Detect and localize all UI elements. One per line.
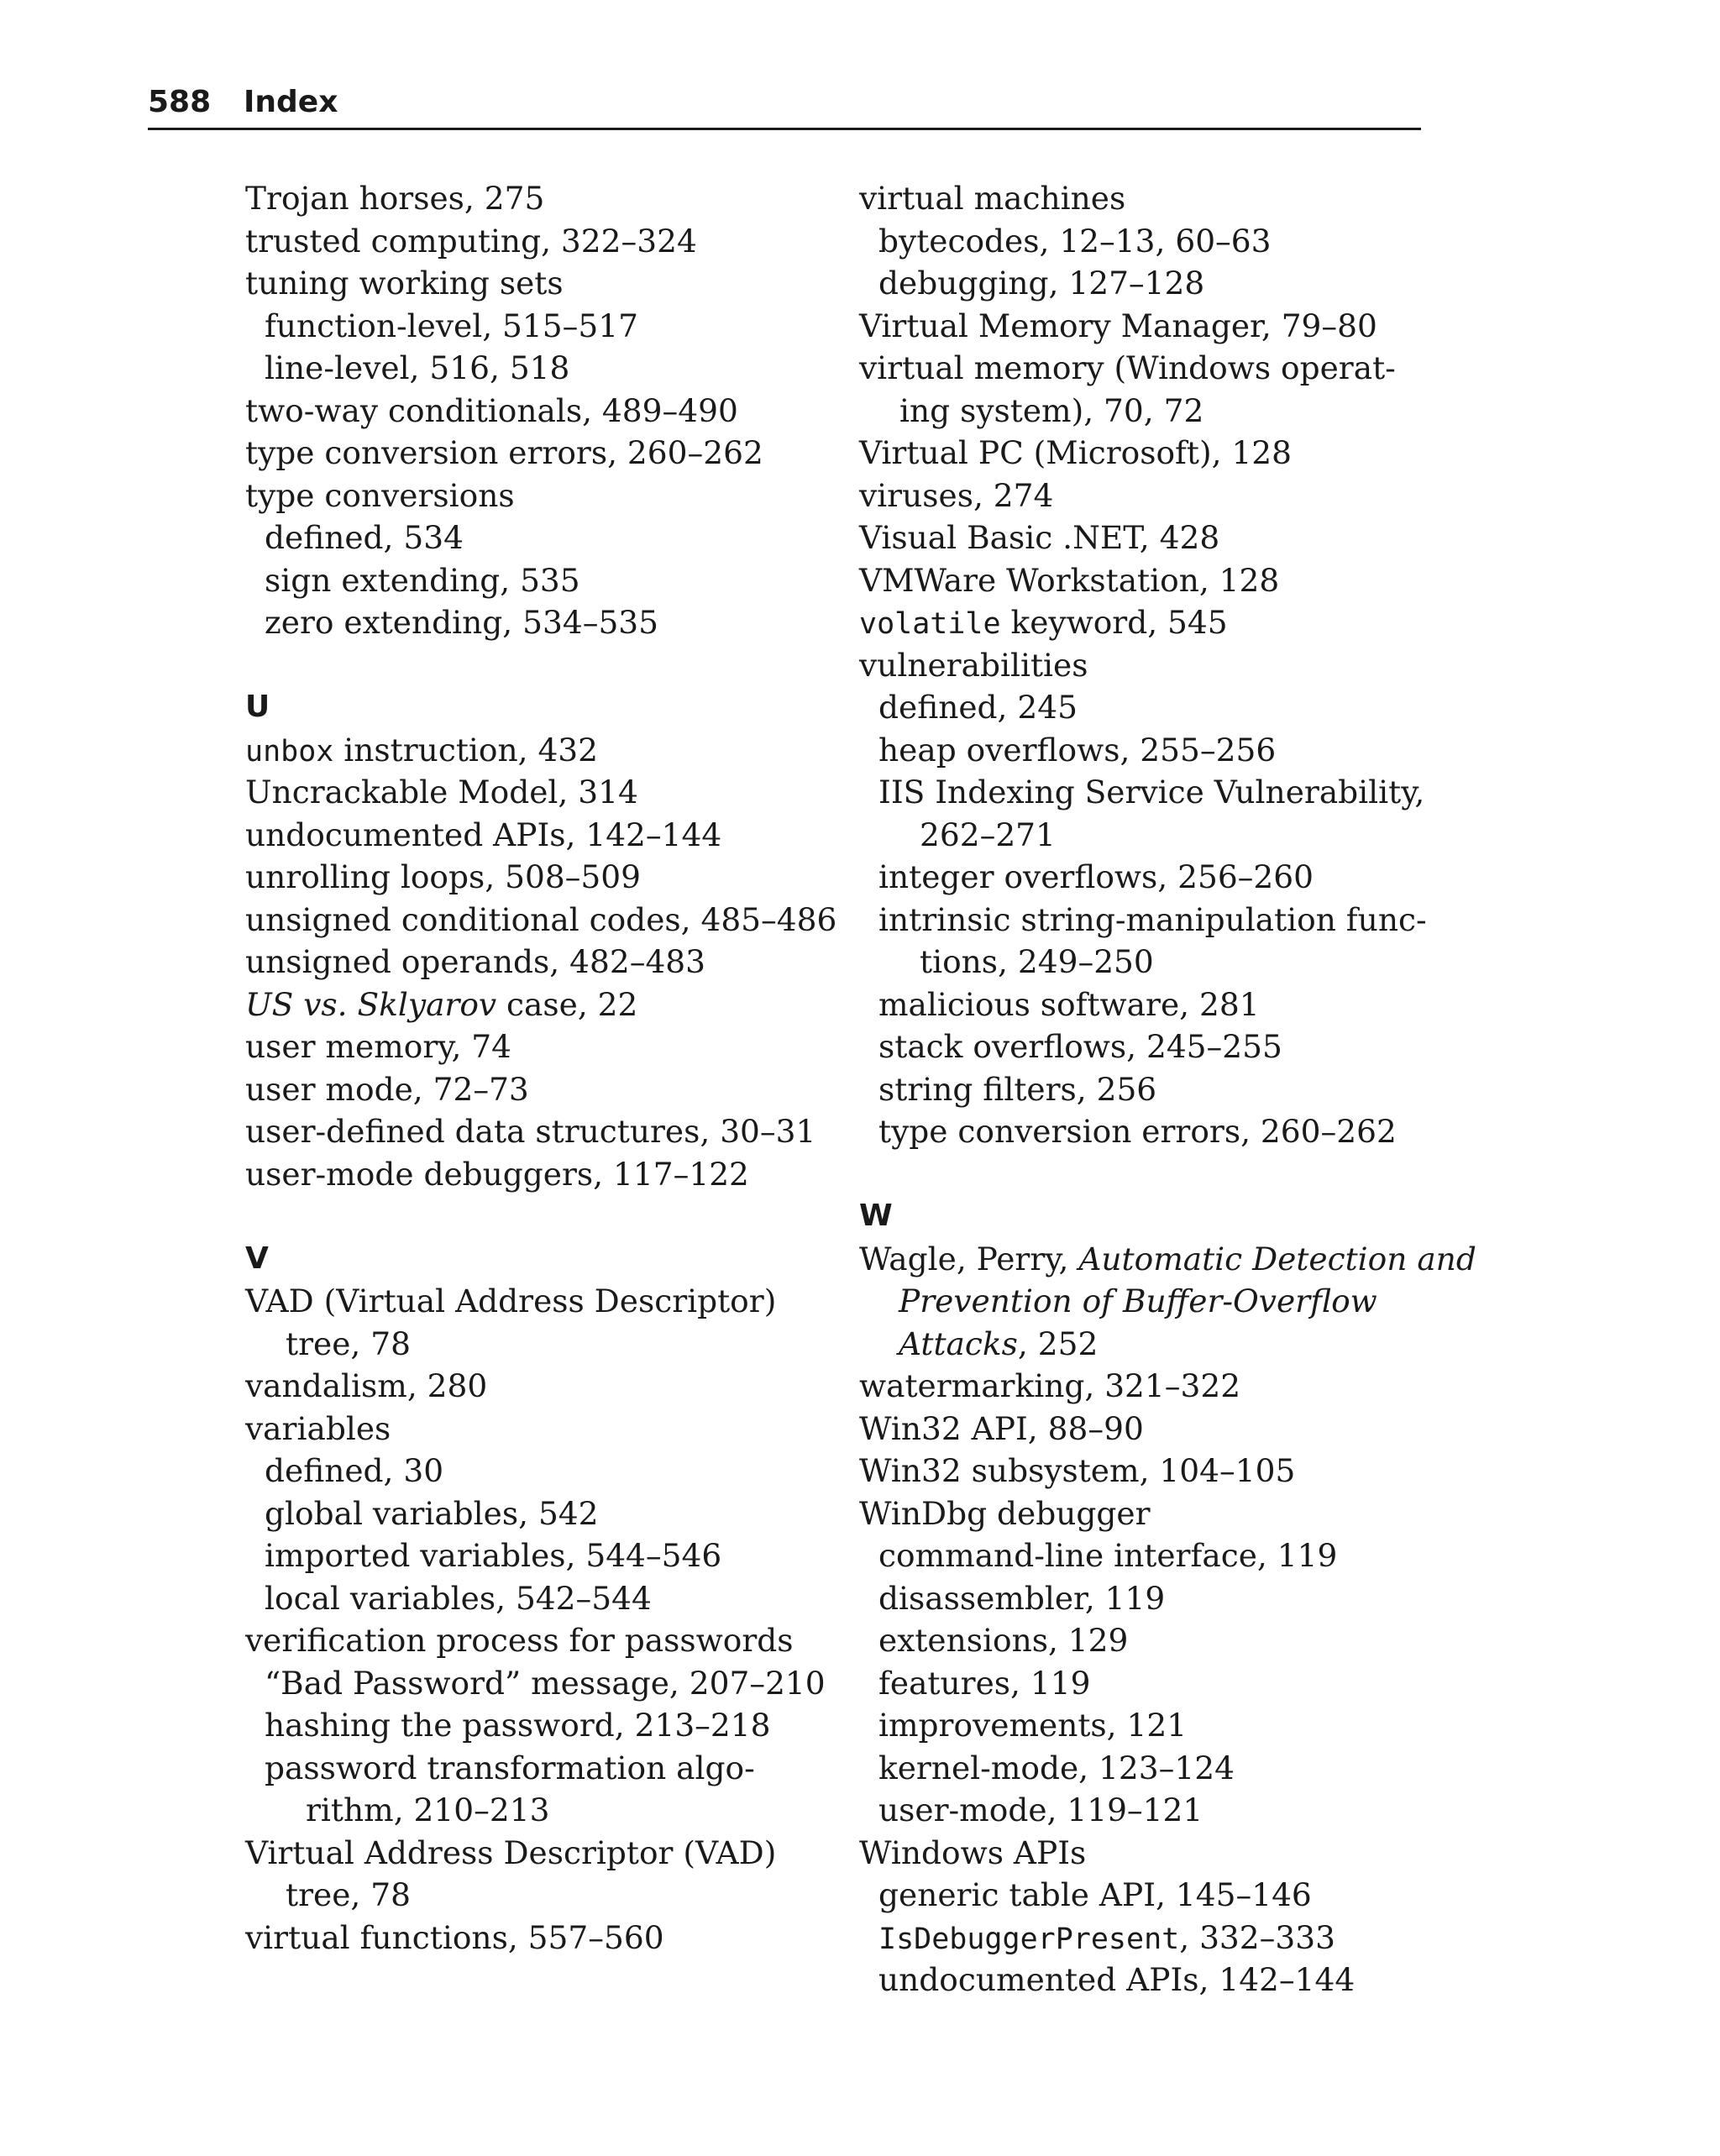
index-entry: user memory, 74 xyxy=(245,1028,512,1065)
index-entry: unsigned operands, 482–483 xyxy=(245,943,706,980)
index-subentry: password transformation algo- xyxy=(265,1749,755,1786)
index-entry: virtual machines xyxy=(859,180,1126,217)
index-subentry: command-line interface, 119 xyxy=(878,1537,1338,1574)
index-subentry: type conversion errors, 260–262 xyxy=(878,1113,1397,1150)
case-title: US vs. Sklyarov xyxy=(245,985,497,1023)
index-entry: VAD (Virtual Address Descriptor) xyxy=(245,1283,777,1319)
index-subentry: malicious software, 281 xyxy=(878,985,1260,1023)
section-letter-w: W xyxy=(859,1199,893,1233)
index-subentry: local variables, 542–544 xyxy=(265,1579,652,1617)
section-gap xyxy=(245,1195,833,1238)
index-entry xyxy=(859,1238,1476,1281)
index-entry-continuation xyxy=(859,1280,1447,1323)
index-subentry: improvements, 121 xyxy=(878,1707,1188,1744)
index-entry: unrolling loops, 508–509 xyxy=(245,858,642,895)
book-title: Attacks xyxy=(899,1325,1018,1362)
index-subentry: undocumented APIs, 142–144 xyxy=(878,1961,1356,1998)
index-entry: type conversion errors, 260–262 xyxy=(245,434,763,471)
index-entry: Virtual Address Descriptor (VAD) xyxy=(245,1833,777,1871)
index-subentry: IIS Indexing Service Vulnerability, xyxy=(878,774,1425,810)
index-entry: WinDbg debugger xyxy=(859,1494,1151,1532)
index-subentry: string filters, 256 xyxy=(878,1070,1157,1108)
index-entry-continuation: tree, 78 xyxy=(286,1876,411,1913)
index-subentry-continuation: tions, 249–250 xyxy=(920,943,1154,980)
index-subentry: defined, 534 xyxy=(265,519,464,556)
index-entry: vulnerabilities xyxy=(859,646,1088,684)
index-entry: virtual functions, 557–560 xyxy=(245,1918,664,1956)
index-entry: virtual memory (Windows operat- xyxy=(859,349,1396,386)
index-subentry xyxy=(859,1917,1447,1959)
index-subentry: extensions, 129 xyxy=(878,1622,1129,1659)
index-entry: user-mode debuggers, 117–122 xyxy=(245,1155,749,1193)
index-subentry: defined, 30 xyxy=(265,1452,444,1489)
index-entry: Virtual Memory Manager, 79–80 xyxy=(859,307,1377,344)
entry-text: keyword, 545 xyxy=(1000,604,1228,641)
book-title: Prevention of Buffer-Overflow xyxy=(899,1283,1377,1319)
index-entry: undocumented APIs, 142–144 xyxy=(245,816,722,853)
index-subentry: “Bad Password” message, 207–210 xyxy=(265,1664,826,1702)
index-subentry-continuation: rithm, 210–213 xyxy=(306,1791,550,1828)
index-entry: Uncrackable Model, 314 xyxy=(245,774,638,810)
index-entry: verification process for passwords xyxy=(245,1622,794,1659)
index-entry-continuation: ing system), 70, 72 xyxy=(899,391,1204,429)
code-term: IsDebuggerPresent xyxy=(878,1922,1180,1956)
index-entry: unsigned conditional codes, 485–486 xyxy=(245,900,837,938)
section-gap xyxy=(245,644,833,687)
index-entry-continuation xyxy=(859,1323,1447,1366)
index-subentry: intrinsic string-manipulation func- xyxy=(878,900,1427,938)
index-subentry: user-mode, 119–121 xyxy=(878,1791,1203,1828)
index-entry xyxy=(245,729,833,772)
index-entry xyxy=(859,601,1447,644)
index-entry: Trojan horses, 275 xyxy=(245,180,545,217)
index-column-left xyxy=(245,177,837,1959)
index-column-right xyxy=(859,177,1476,2001)
index-entry: watermarking, 321–322 xyxy=(859,1367,1241,1404)
index-subentry: line-level, 516, 518 xyxy=(265,349,570,386)
entry-text: case, 22 xyxy=(496,985,638,1023)
index-subentry: bytecodes, 12–13, 60–63 xyxy=(878,222,1272,260)
index-entry: trusted computing, 322–324 xyxy=(245,222,697,260)
code-term: volatile xyxy=(859,607,1001,641)
index-entry: tuning working sets xyxy=(245,265,564,302)
index-subentry: imported variables, 544–546 xyxy=(265,1537,722,1574)
index-entry-continuation: tree, 78 xyxy=(286,1325,411,1362)
section-letter-u: U xyxy=(245,690,270,724)
index-subentry: hashing the password, 213–218 xyxy=(265,1707,771,1744)
index-subentry: heap overflows, 255–256 xyxy=(878,731,1277,769)
section-gap xyxy=(859,1153,1447,1196)
index-subentry: stack overflows, 245–255 xyxy=(878,1028,1282,1065)
entry-text: , 332–333 xyxy=(1179,1918,1335,1956)
index-subentry: generic table API, 145–146 xyxy=(878,1876,1312,1913)
index-subentry: defined, 245 xyxy=(878,689,1078,726)
code-term: unbox xyxy=(245,734,334,769)
section-letter-v: V xyxy=(245,1241,269,1276)
index-subentry: function-level, 515–517 xyxy=(265,307,638,344)
index-subentry: global variables, 542 xyxy=(265,1494,599,1532)
index-subentry: kernel-mode, 123–124 xyxy=(878,1749,1235,1786)
index-subentry: zero extending, 534–535 xyxy=(265,604,659,641)
index-entry: variables xyxy=(245,1409,391,1447)
index-entry: user-defined data structures, 30–31 xyxy=(245,1113,816,1150)
index-entry: two-way conditionals, 489–490 xyxy=(245,391,738,429)
index-subentry-continuation: 262–271 xyxy=(920,816,1056,853)
index-entry: Windows APIs xyxy=(859,1833,1087,1871)
book-title: Automatic Detection and xyxy=(1078,1240,1476,1277)
index-entry: Win32 API, 88–90 xyxy=(859,1409,1144,1447)
index-subentry: debugging, 127–128 xyxy=(878,265,1205,302)
index-entry: type conversions xyxy=(245,476,515,514)
running-head-title: Index xyxy=(244,85,338,119)
index-subentry: features, 119 xyxy=(878,1664,1091,1702)
index-entry: Win32 subsystem, 104–105 xyxy=(859,1452,1296,1489)
index-entry: viruses, 274 xyxy=(859,476,1054,514)
index-entry xyxy=(245,984,833,1026)
page-number: 588 xyxy=(148,85,212,119)
index-entry: vandalism, 280 xyxy=(245,1367,488,1404)
index-subentry: disassembler, 119 xyxy=(878,1579,1166,1617)
entry-text: , 252 xyxy=(1017,1325,1099,1362)
index-entry: Virtual PC (Microsoft), 128 xyxy=(859,434,1293,471)
index-entry: user mode, 72–73 xyxy=(245,1070,529,1108)
index-subentry: sign extending, 535 xyxy=(265,561,580,599)
index-subentry: integer overflows, 256–260 xyxy=(878,858,1314,895)
entry-text: Wagle, Perry, xyxy=(859,1240,1079,1277)
index-entry: VMWare Workstation, 128 xyxy=(859,561,1280,599)
index-entry: Visual Basic .NET, 428 xyxy=(859,519,1220,556)
entry-text: instruction, 432 xyxy=(333,731,599,769)
running-header xyxy=(148,84,1421,130)
